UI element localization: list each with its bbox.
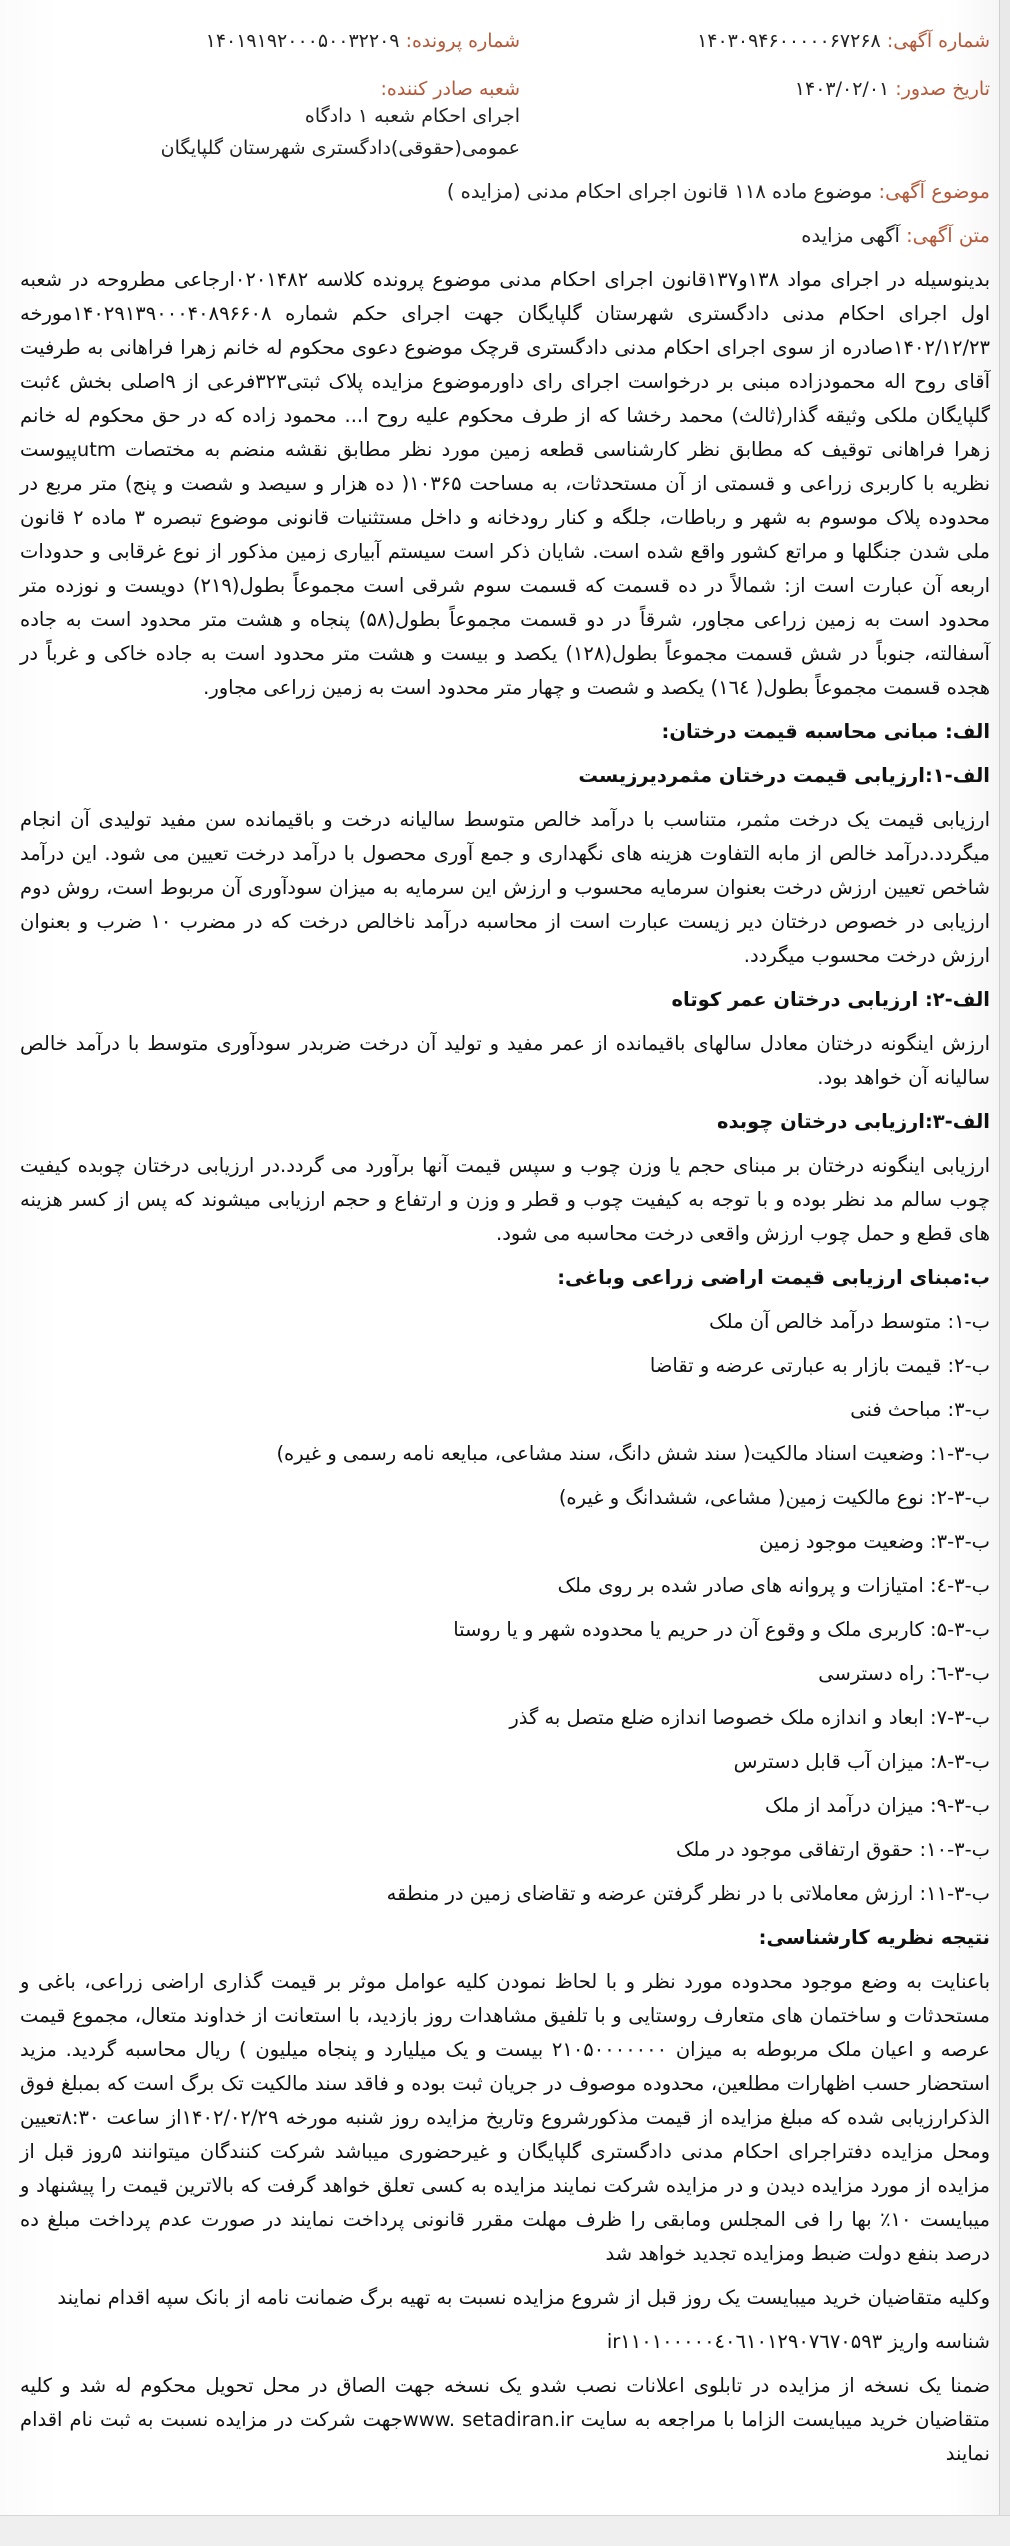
notice-text-line bbox=[20, 219, 990, 253]
a1-paragraph: ارزیابی قیمت یک درخت مثمر، متناسب با درآمد خالص متوسط سالیانه درخت و باقیمانده سن مفید تولیدی آن انجام میگردد.درآمد خالص از مابه التفاوت هزینه های نگهداری و جمع آوری محصول با درآمد درخت تعیین می شود. این درآمد شاخص تعیین ارزش درخت بعنوان سرمایه محسوب و ارزش این سرمایه به میزان سودآوری آن مربوط است، روش دوم ارزیابی در خصوص درختان دیر زیست عبارت است از محاسبه درآمد ناخالص درخت که در مضرب ۱۰ ضرب و بعنوان ارزش درخت محسوب میگردد. bbox=[20, 808, 990, 967]
a3-paragraph: ارزیابی اینگونه درختان بر مبنای حجم یا وزن چوب و سپس قیمت آنها برآورد می گردد.در ارزیابی درختان چوبده کیفیت چوب سالم مد نظر بوده و با توجه به کیفیت چوب و قطر و وزن و ارتفاع و حجم ارزیابی میشوند که پس از کسر هزینه های قطع و حمل چوب ارزش واقعی درخت محاسبه می شود. bbox=[20, 1154, 990, 1245]
issue-date-value: ۱۴۰۳/۰۲/۰۱ bbox=[794, 78, 890, 100]
a1-title: الف-۱:ارزیابی قیمت درختان مثمردیرزیست bbox=[578, 764, 990, 787]
list-item: ب-۱: متوسط درآمد خالص آن ملک bbox=[709, 1310, 990, 1333]
b-items-list bbox=[20, 1305, 990, 1911]
list-item: ب-۳-۱: وضعیت اسناد مالکیت( سند شش دانگ، سند مشاعی، مبایعه نامه رسمی و غیره) bbox=[276, 1442, 990, 1465]
notice-number-value: ۱۴۰۳۰۹۴۶۰۰۰۰۰۶۷۲۶۸ bbox=[697, 30, 881, 52]
notice-text-title: آگهی مزایده bbox=[801, 224, 900, 247]
issuer-label: شعبه صادر کننده: bbox=[380, 78, 520, 100]
list-item: ب-۳-۱۰: حقوق ارتفاقی موجود در ملک bbox=[675, 1838, 990, 1861]
list-item: ب-۳-۱۱: ارزش معاملاتی با در نظر گرفتن عرضه و تقاضای زمین در منطقه bbox=[386, 1882, 990, 1905]
notice-text-label: متن آگهی: bbox=[906, 224, 990, 247]
a3-title: الف-۳:ارزیابی درختان چوبده bbox=[716, 1110, 990, 1133]
notice-content bbox=[20, 175, 990, 2481]
issuer-field bbox=[20, 78, 520, 164]
header-row-2 bbox=[20, 78, 990, 159]
subject-value: موضوع ماده ۱۱۸ قانون اجرای احکام مدنی (مزایده ) bbox=[446, 180, 873, 203]
case-number-label: شماره پرونده: bbox=[405, 30, 520, 52]
list-item: ب-۳-۷: ابعاد و اندازه ملک خصوصا اندازه ضلع متصل به گذر bbox=[509, 1706, 990, 1729]
list-item: ب-۳-۳: وضعیت موجود زمین bbox=[759, 1530, 990, 1553]
conclusion-paragraph: باعنایت به وضع موجود محدوده مورد نظر و با لحاظ نمودن کلیه عوامل موثر بر قیمت گذاری اراضی زراعی، باغی و مستحدثات و ساختمان های متعارف روستایی و با تلفیق مشاهدات روز بازدید، با استعانت از خداوند متعال، مجموع قیمت عرصه و اعیان ملک مربوطه به میزان ۲۱۰۵۰۰۰۰۰۰۰ بیست و یک میلیارد و پنجاه میلیون ) ریال محاسبه گردید. مزید استحضار حسب اظهارات مطلعین، محدوده موصوف در جریان ثبت بوده و فاقد سند مالکیت تک برگ است که بمبلغ فوق الذکرارزیابی شده که مبلغ مزایده از قیمت مذکورشروع وتاریخ مزایده روز شنبه مورخه ۱۴۰۲/۰۲/۲۹از ساعت ۸:۳۰تعیین ومحل مزایده دفتراجرای احکام مدنی دادگستری گلپایگان و غیرحضوری میباشد شرکت کنندگان میتوانند ۵روز قبل از مزایده از مورد مزایده دیدن و در مزایده شرکت نمایند مزایده به کسی تعلق خواهد گرفت که بالاترین قیمت را پیشنهاد و میبایست ۱۰٪ بها را فی المجلس ومابقی را ظرف مهلت مقرر قانونی پرداخت نمایند در صورت عدم پرداخت مبلغ ده درصد بنفع دولت ضبط ومزایده تجدید خواهد شد bbox=[20, 1970, 990, 2265]
a2-title: الف-۲: ارزیابی درختان عمر کوتاه bbox=[671, 988, 990, 1011]
a2-paragraph: ارزش اینگونه درختان معادل سالهای باقیمانده از عمر مفید و تولید آن درخت ضربدر سودآوری متوسط با درآمد خالص سالیانه آن خواهد بود. bbox=[20, 1032, 990, 1089]
subject-label: موضوع آگهی: bbox=[878, 180, 990, 203]
subject-line bbox=[20, 175, 990, 209]
guarantee-paragraph: وکلیه متقاضیان خرید میبایست یک روز قبل از شروع مزایده نسبت به تهیه برگ ضمانت نامه از بانک سپه اقدام نمایند bbox=[57, 2286, 990, 2309]
intro-paragraph: بدینوسیله در اجرای مواد ۱۳۸و۱۳۷قانون اجرای احکام مدنی موضوع پرونده کلاسه ۰۲۰۱۴۸۲ارجاعی مطروحه در شعبه اول اجرای احکام مدنی دادگستری شهرستان گلپایگان جهت اجرای حکم شماره ۱۴۰۲۹۱۳۹۰۰۰۴۰۸۹۶۶۰۸مورخه ۱۴۰۲/۱۲/۲۳صادره از سوی اجرای احکام مدنی دادگستری قرچک موضوع دعوی محکوم له خانم زهرا فراهانی به طرفیت آقای روح اله محمودزاده مبنی بر درخواست اجرای رای داورموضوع مزایده پلاک ثبتی۳۲۳فرعی از ۹اصلی بخش ٤ثبت گلپایگان ملکی وثیقه گذار(ثالث) محمد رخشا که از طرف محکوم علیه روح ا... محمود زاده که در حق محکوم له خانم زهرا فراهانی توقیف که مطابق نظر کارشناسی قطعه زمین مورد نظر مطابق نقشه منضم به مختصات utmپیوست نظریه با کاربری زراعی و قسمتی از آن مستحدثات، به مساحت ۱۰۳۶۵( ده هزار و سیصد و شصت و پنج) متر مربع در محدوده پلاک موسوم به شهر و رباطات، جلگه و کنار رودخانه و داخل مستثنیات قانونی موضوع تبصره ۳ ماده ۲ قانون ملی شدن جنگلها و مراتع کشور واقع شده است. شایان ذکر است سیستم آبیاری زمین مذکور از نوع غرقابی و حدودات اربعه آن عبارت است از: شمالاً در ده قسمت که قسمت سوم شرقی است مجموعاً بطول(۲۱۹) دویست و نوزده متر محدود است به زمین زراعی مجاور، شرقاً در دو قسمت مجموعاً بطول(۵۸) پنجاه و هشت متر محدود است به جاده آسفالته، جنوباً در شش قسمت مجموعاً بطول(۱۲۸) یکصد و بیست و هشت متر محدود است به جاده خاکی و غرباً در هجده قسمت مجموعاً بطول( ١٦٤) یکصد و شصت و چهار متر محدود است به زمین زراعی مجاور. bbox=[20, 268, 991, 699]
section-a-title: الف: مبانی محاسبه قیمت درختان: bbox=[661, 720, 990, 743]
list-item: ب-۳: مباحث فنی bbox=[850, 1398, 990, 1421]
case-number-field bbox=[206, 30, 520, 52]
list-item: ب-۳-۵: کاربری ملک و وقوع آن در حریم یا محدوده شهر و یا روستا bbox=[453, 1618, 990, 1641]
list-item: ب-۲: قیمت بازار به عبارتی عرضه و تقاضا bbox=[649, 1354, 990, 1377]
sheba-value: ir۱۱۰۱۰۰۰۰۰٤۰٦۱۰۱۲۹۰۷٦۷۰۵۹۳ bbox=[606, 2330, 883, 2353]
case-number-value: ۱۴۰۱۹۱۹۲۰۰۰۵۰۰۳۲۲۰۹ bbox=[205, 30, 400, 52]
final-paragraph: ضمنا یک نسخه از مزایده در تابلوی اعلانات نصب شدو یک نسخه جهت الصاق در محل تحویل محکوم له شد و کلیه متقاضیان خرید میبایست الزاما با مراجعه به سایت www. setadiran.irجهت شرکت در مزایده نسبت به ثبت نام اقدام نمایند bbox=[20, 2374, 990, 2465]
list-item: ب-۳-۹: میزان درآمد از ملک bbox=[765, 1794, 990, 1817]
issue-date-field bbox=[795, 78, 990, 100]
issue-date-label: تاریخ صدور: bbox=[895, 78, 990, 100]
notice-header bbox=[20, 30, 990, 159]
notice-number-label: شماره آگهی: bbox=[886, 30, 990, 52]
conclusion-title: نتیجه نظریه کارشناسی: bbox=[758, 1926, 990, 1949]
sheba-line bbox=[20, 2325, 990, 2359]
list-item: ب-۳-٤: امتیازات و پروانه های صادر شده بر روی ملک bbox=[557, 1574, 990, 1597]
list-item: ب-۳-٦: راه دسترسی bbox=[818, 1662, 990, 1685]
page-edge bbox=[999, 0, 1010, 2546]
header-row-1 bbox=[20, 30, 990, 78]
section-b-title: ب:مبنای ارزیابی قیمت اراضی زراعی وباغی: bbox=[557, 1266, 990, 1289]
list-item: ب-۳-۲: نوع مالکیت زمین( مشاعی، ششدانگ و غیره) bbox=[558, 1486, 990, 1509]
issuer-value: اجرای احکام شعبه ۱ دادگاه عمومی(حقوقی)دادگستری شهرستان گلپایگان bbox=[160, 105, 520, 159]
page-footer-bar bbox=[0, 2515, 1010, 2546]
list-item: ب-۳-۸: میزان آب قابل دسترس bbox=[733, 1750, 990, 1773]
sheba-label: شناسه واریز bbox=[888, 2330, 990, 2353]
notice-number-field bbox=[697, 30, 990, 52]
